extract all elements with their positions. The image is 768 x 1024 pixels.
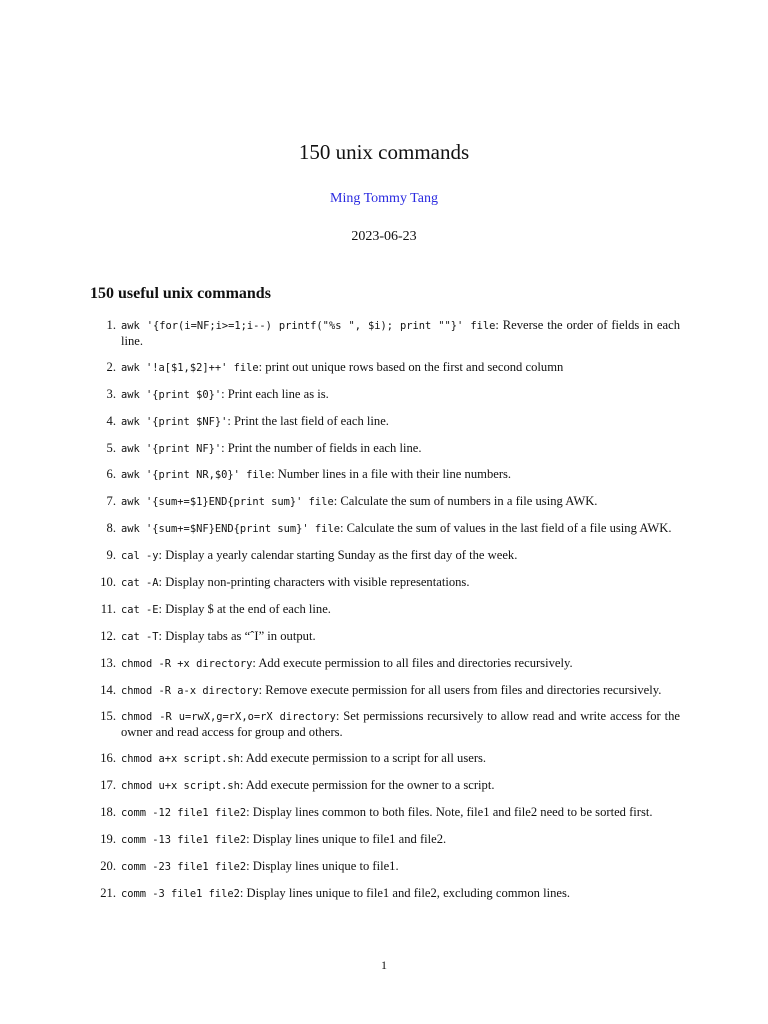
item-number: 14. — [100, 682, 116, 697]
command-code: chmod -R u=rwX,g=rX,o=rX directory — [121, 711, 336, 724]
command-description: : print out unique rows based on the first and second column — [258, 359, 564, 374]
command-description: : Calculate the sum of numbers in a file using AWK. — [333, 494, 598, 509]
command-code: awk '{sum+=$1}END{print sum}' file — [121, 496, 334, 509]
list-item — [90, 467, 680, 483]
command-code: cat -E — [121, 603, 159, 616]
command-code: chmod -R a-x directory — [121, 684, 259, 697]
item-number: 6. — [106, 467, 116, 482]
section-heading: 150 useful unix commands — [90, 285, 271, 302]
command-code: comm -12 file1 file2 — [121, 807, 247, 820]
list-item — [90, 751, 680, 767]
item-number: 12. — [100, 628, 116, 643]
list-item — [90, 441, 680, 457]
list-item — [90, 859, 680, 875]
document-date: 2023-06-23 — [351, 229, 417, 244]
item-number: 17. — [100, 778, 116, 793]
list-item — [90, 709, 680, 740]
command-code: comm -13 file1 file2 — [121, 834, 247, 847]
item-number: 18. — [100, 805, 116, 820]
item-number: 2. — [106, 359, 116, 374]
command-description: : Set permissions recursively to allow read and write access for the owner and read access for group and others. — [121, 709, 680, 740]
item-number: 8. — [106, 521, 116, 536]
command-description: : Display $ at the end of each line. — [158, 601, 331, 616]
list-item — [90, 548, 680, 564]
list-item — [90, 387, 680, 403]
command-code: awk '{print $0}' — [121, 388, 222, 401]
list-item — [90, 521, 680, 537]
command-description: : Display a yearly calendar starting Sunday as the first day of the week. — [158, 548, 518, 563]
command-description: : Print the number of fields in each line. — [221, 440, 422, 455]
item-number: 4. — [106, 413, 116, 428]
command-description: : Add execute permission to a script for all users. — [239, 751, 487, 766]
list-item — [90, 602, 680, 618]
list-item — [90, 886, 680, 902]
item-number: 21. — [100, 885, 116, 900]
item-number: 20. — [100, 858, 116, 873]
command-code: comm -23 file1 file2 — [121, 860, 247, 873]
command-description: : Display tabs as “ˆI” in output. — [158, 628, 316, 643]
command-description: : Calculate the sum of values in the last field of a file using AWK. — [339, 521, 672, 536]
command-description: : Add execute permission for the owner to a script. — [239, 778, 495, 793]
page-number: 1 — [381, 958, 387, 972]
command-description: : Print each line as is. — [221, 386, 329, 401]
command-code: cat -A — [121, 577, 159, 590]
item-number: 9. — [106, 548, 116, 563]
command-code: awk '!a[$1,$2]++' file — [121, 361, 259, 374]
item-number: 16. — [100, 751, 116, 766]
command-description: : Display non-printing characters with visible representations. — [158, 575, 470, 590]
item-number: 3. — [106, 386, 116, 401]
item-number: 7. — [106, 494, 116, 509]
command-code: awk '{print $NF}' — [121, 415, 228, 428]
command-code: awk '{sum+=$NF}END{print sum}' file — [121, 523, 340, 536]
command-description: : Print the last field of each line. — [227, 413, 389, 428]
command-description: : Display lines common to both files. Note, file1 and file2 need to be sorted first. — [246, 805, 653, 820]
command-code: chmod a+x script.sh — [121, 753, 240, 766]
command-code: cal -y — [121, 550, 159, 563]
list-item — [90, 656, 680, 672]
list-item — [90, 832, 680, 848]
list-item — [90, 360, 680, 376]
command-description: : Number lines in a file with their line numbers. — [271, 467, 512, 482]
command-description: : Reverse the order of fields in each line. — [121, 318, 680, 348]
list-item — [90, 805, 680, 821]
command-description: : Display lines unique to file1 and file2. — [246, 832, 447, 847]
command-code: cat -T — [121, 630, 159, 643]
author-link[interactable]: Ming Tommy Tang — [330, 191, 438, 206]
item-number: 10. — [100, 575, 116, 590]
command-code: awk '{for(i=NF;i>=1;i--) printf("%s ", $i); print ""}' file — [121, 320, 496, 332]
command-code: awk '{print NF}' — [121, 442, 222, 455]
list-item — [90, 629, 680, 645]
list-item — [90, 318, 680, 349]
command-code: comm -3 file1 file2 — [121, 887, 240, 900]
list-item — [90, 494, 680, 510]
item-number: 19. — [100, 832, 116, 847]
command-description: : Add execute permission to all files and directories recursively. — [252, 655, 573, 670]
command-description: : Display lines unique to file1. — [246, 858, 399, 873]
list-item — [90, 683, 680, 699]
command-code: awk '{print NR,$0}' file — [121, 469, 272, 482]
item-number: 13. — [100, 655, 116, 670]
document-title: 150 unix commands — [298, 140, 470, 164]
command-code: chmod -R +x directory — [121, 657, 253, 670]
command-description: : Display lines unique to file1 and file2, excluding common lines. — [239, 885, 571, 900]
list-item — [90, 778, 680, 794]
item-number: 11. — [100, 601, 116, 616]
item-number: 1. — [106, 318, 116, 332]
item-number: 15. — [100, 709, 116, 724]
command-list — [90, 318, 680, 913]
item-number: 5. — [106, 440, 116, 455]
list-item — [90, 575, 680, 591]
list-item — [90, 414, 680, 430]
command-code: chmod u+x script.sh — [121, 780, 240, 793]
command-description: : Remove execute permission for all users from files and directories recursively. — [258, 682, 662, 697]
